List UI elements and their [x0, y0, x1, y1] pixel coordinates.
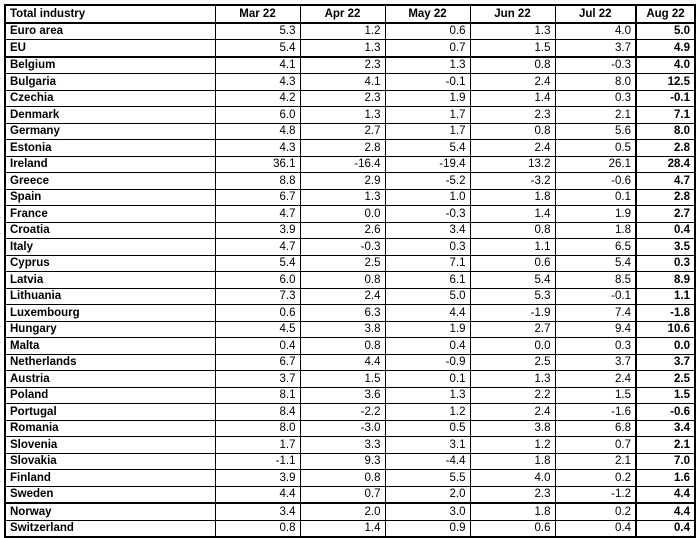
table-cell: 4.7 [215, 206, 300, 223]
table-cell: 3.4 [636, 420, 695, 437]
table-cell: 5.5 [385, 470, 470, 487]
table-cell: 2.8 [300, 140, 385, 157]
table-row [5, 453, 695, 470]
table-cell: 7.3 [215, 288, 300, 305]
table-row [5, 156, 695, 173]
table-cell: -0.9 [385, 354, 470, 371]
table-cell: 3.4 [215, 503, 300, 520]
table-cell: 2.9 [300, 173, 385, 190]
table-cell: 5.0 [636, 23, 695, 40]
row-country-name: Norway [5, 503, 215, 520]
table-cell: 1.8 [470, 189, 555, 206]
table-cell: 3.5 [636, 239, 695, 256]
table-cell: 1.5 [555, 387, 636, 404]
row-country-name: Germany [5, 123, 215, 140]
table-row [5, 272, 695, 289]
table-cell: 2.7 [636, 206, 695, 223]
table-cell: 2.4 [470, 74, 555, 91]
column-header-aug-22: Aug 22 [636, 5, 695, 23]
table-cell: 36.1 [215, 156, 300, 173]
table-cell: -0.3 [385, 206, 470, 223]
table-cell: 3.8 [470, 420, 555, 437]
table-cell: 0.7 [555, 437, 636, 454]
table-cell: 2.1 [555, 453, 636, 470]
table-row [5, 173, 695, 190]
table-cell: 4.8 [215, 123, 300, 140]
table-cell: 0.4 [636, 520, 695, 537]
table-cell: 2.2 [470, 387, 555, 404]
table-cell: 2.4 [470, 140, 555, 157]
table-cell: 7.4 [555, 305, 636, 322]
row-country-name: Denmark [5, 107, 215, 124]
row-country-name: Austria [5, 371, 215, 388]
row-country-name: Belgium [5, 57, 215, 74]
table-cell: -0.6 [636, 404, 695, 421]
table-cell: 0.0 [300, 206, 385, 223]
table-row [5, 305, 695, 322]
table-cell: -0.1 [555, 288, 636, 305]
table-cell: 0.8 [215, 520, 300, 537]
table-cell: 2.3 [300, 90, 385, 107]
table-cell: 2.1 [636, 437, 695, 454]
table-cell: 6.1 [385, 272, 470, 289]
table-cell: 6.7 [215, 354, 300, 371]
table-cell: 4.3 [215, 74, 300, 91]
table-cell: 2.7 [300, 123, 385, 140]
table-cell: 0.8 [470, 222, 555, 239]
row-country-name: Ireland [5, 156, 215, 173]
table-row [5, 288, 695, 305]
column-header-mar-22: Mar 22 [215, 5, 300, 23]
table-row [5, 387, 695, 404]
table-cell: 3.6 [300, 387, 385, 404]
table-cell: 1.9 [555, 206, 636, 223]
table-row [5, 520, 695, 537]
table-row [5, 123, 695, 140]
row-country-name: Italy [5, 239, 215, 256]
table-row [5, 486, 695, 503]
table-cell: 0.3 [555, 338, 636, 355]
table-cell: 8.4 [215, 404, 300, 421]
table-cell: -1.9 [470, 305, 555, 322]
table-cell: 2.5 [470, 354, 555, 371]
table-cell: 1.3 [300, 107, 385, 124]
table-cell: 0.8 [300, 470, 385, 487]
table-cell: -0.3 [300, 239, 385, 256]
table-cell: 1.4 [470, 90, 555, 107]
table-cell: 0.8 [470, 57, 555, 74]
table-cell: 5.6 [555, 123, 636, 140]
table-cell: 3.7 [215, 371, 300, 388]
table-cell: 1.0 [385, 189, 470, 206]
table-cell: 0.8 [300, 272, 385, 289]
table-cell: -0.1 [385, 74, 470, 91]
table-cell: 0.6 [215, 305, 300, 322]
table-cell: 4.5 [215, 321, 300, 338]
table-cell: 3.7 [636, 354, 695, 371]
table-cell: 1.7 [215, 437, 300, 454]
table-cell: -3.2 [470, 173, 555, 190]
table-cell: 8.0 [636, 123, 695, 140]
table-cell: 1.3 [470, 23, 555, 40]
table-cell: 1.9 [385, 90, 470, 107]
table-cell: 2.4 [470, 404, 555, 421]
table-cell: 5.0 [385, 288, 470, 305]
table-cell: 8.0 [555, 74, 636, 91]
table-cell: 2.1 [555, 107, 636, 124]
row-country-name: Euro area [5, 23, 215, 40]
table-cell: 5.4 [470, 272, 555, 289]
table-cell: 0.7 [300, 486, 385, 503]
table-cell: 0.4 [636, 222, 695, 239]
table-cell: 6.7 [215, 189, 300, 206]
table-cell: 8.9 [636, 272, 695, 289]
table-cell: 2.4 [300, 288, 385, 305]
table-cell: 0.0 [470, 338, 555, 355]
table-cell: 0.6 [385, 23, 470, 40]
table-cell: 4.2 [215, 90, 300, 107]
table-row [5, 107, 695, 124]
table-cell: 3.7 [555, 40, 636, 57]
row-country-name: France [5, 206, 215, 223]
table-cell: 2.3 [470, 486, 555, 503]
table-cell: 0.1 [555, 189, 636, 206]
table-cell: 1.8 [555, 222, 636, 239]
table-cell: 2.3 [470, 107, 555, 124]
row-country-name: Netherlands [5, 354, 215, 371]
table-cell: 5.4 [215, 40, 300, 57]
table-cell: 4.0 [636, 57, 695, 74]
table-cell: 12.5 [636, 74, 695, 91]
table-cell: 9.3 [300, 453, 385, 470]
table-cell: -4.4 [385, 453, 470, 470]
table-cell: 1.5 [300, 371, 385, 388]
row-country-name: Lithuania [5, 288, 215, 305]
table-cell: 1.7 [385, 107, 470, 124]
table-row [5, 57, 695, 74]
industry-table [4, 4, 696, 538]
table-cell: -3.0 [300, 420, 385, 437]
table-row [5, 354, 695, 371]
row-country-name: Estonia [5, 140, 215, 157]
table-row [5, 74, 695, 91]
table-cell: 1.3 [300, 189, 385, 206]
column-header-apr-22: Apr 22 [300, 5, 385, 23]
table-cell: 3.7 [555, 354, 636, 371]
table-row [5, 189, 695, 206]
table-cell: 2.8 [636, 140, 695, 157]
table-row [5, 404, 695, 421]
table-cell: 0.5 [555, 140, 636, 157]
column-header-total-industry: Total industry [5, 5, 215, 23]
table-cell: 3.8 [300, 321, 385, 338]
row-country-name: Latvia [5, 272, 215, 289]
table-row [5, 23, 695, 40]
table-row [5, 321, 695, 338]
table-cell: 6.0 [215, 107, 300, 124]
table-cell: 1.9 [385, 321, 470, 338]
table-cell: 8.0 [215, 420, 300, 437]
table-cell: 5.4 [555, 255, 636, 272]
row-country-name: Spain [5, 189, 215, 206]
table-cell: 4.0 [470, 470, 555, 487]
table-cell: 3.0 [385, 503, 470, 520]
column-header-jun-22: Jun 22 [470, 5, 555, 23]
table-row [5, 420, 695, 437]
table-cell: 0.8 [470, 123, 555, 140]
table-cell: 0.4 [215, 338, 300, 355]
table-row [5, 437, 695, 454]
table-cell: 0.3 [636, 255, 695, 272]
table-cell: 5.3 [215, 23, 300, 40]
row-country-name: Switzerland [5, 520, 215, 537]
table-cell: 7.1 [636, 107, 695, 124]
table-cell: 6.5 [555, 239, 636, 256]
table-cell: 1.8 [470, 503, 555, 520]
table-cell: 1.1 [636, 288, 695, 305]
row-country-name: Slovenia [5, 437, 215, 454]
table-cell: 0.7 [385, 40, 470, 57]
table-cell: -1.8 [636, 305, 695, 322]
table-cell: 1.6 [636, 470, 695, 487]
table-cell: 0.3 [555, 90, 636, 107]
table-cell: 1.1 [470, 239, 555, 256]
table-cell: -1.1 [215, 453, 300, 470]
table-cell: 4.4 [636, 503, 695, 520]
table-cell: 1.2 [470, 437, 555, 454]
table-cell: 7.1 [385, 255, 470, 272]
table-cell: 5.3 [470, 288, 555, 305]
row-country-name: Romania [5, 420, 215, 437]
table-cell: 1.3 [385, 387, 470, 404]
row-country-name: Malta [5, 338, 215, 355]
table-cell: 0.1 [385, 371, 470, 388]
table-cell: 1.5 [470, 40, 555, 57]
table-cell: 6.3 [300, 305, 385, 322]
table-cell: 6.8 [555, 420, 636, 437]
row-country-name: Luxembourg [5, 305, 215, 322]
table-cell: 4.7 [636, 173, 695, 190]
table-cell: 1.8 [470, 453, 555, 470]
table-cell: -19.4 [385, 156, 470, 173]
table-cell: 0.9 [385, 520, 470, 537]
table-cell: 2.5 [636, 371, 695, 388]
table-cell: 2.8 [636, 189, 695, 206]
table-cell: 2.3 [300, 57, 385, 74]
column-header-may-22: May 22 [385, 5, 470, 23]
table-cell: 1.3 [385, 57, 470, 74]
table-cell: 13.2 [470, 156, 555, 173]
table-cell: 7.0 [636, 453, 695, 470]
table-cell: 0.4 [385, 338, 470, 355]
row-country-name: Slovakia [5, 453, 215, 470]
table-cell: 6.0 [215, 272, 300, 289]
table-cell: 4.4 [300, 354, 385, 371]
table-cell: 0.2 [555, 503, 636, 520]
table-cell: 4.9 [636, 40, 695, 57]
table-cell: 4.3 [215, 140, 300, 157]
table-row [5, 470, 695, 487]
table-cell: 28.4 [636, 156, 695, 173]
table-cell: 0.0 [636, 338, 695, 355]
row-country-name: Poland [5, 387, 215, 404]
row-country-name: Cyprus [5, 255, 215, 272]
table-cell: 0.5 [385, 420, 470, 437]
table-cell: 1.2 [300, 23, 385, 40]
row-country-name: Finland [5, 470, 215, 487]
table-cell: 1.7 [385, 123, 470, 140]
table-cell: -16.4 [300, 156, 385, 173]
table-row [5, 40, 695, 57]
table-cell: 8.8 [215, 173, 300, 190]
row-country-name: EU [5, 40, 215, 57]
table-row [5, 239, 695, 256]
table-cell: 2.7 [470, 321, 555, 338]
table-body [5, 23, 695, 538]
table-cell: 0.3 [385, 239, 470, 256]
table-cell: 4.7 [215, 239, 300, 256]
table-cell: -0.1 [636, 90, 695, 107]
table-cell: 0.4 [555, 520, 636, 537]
table-cell: -1.2 [555, 486, 636, 503]
table-row [5, 338, 695, 355]
table-cell: 2.6 [300, 222, 385, 239]
table-cell: -0.3 [555, 57, 636, 74]
table-cell: 3.4 [385, 222, 470, 239]
table-cell: 1.5 [636, 387, 695, 404]
table-cell: 9.4 [555, 321, 636, 338]
table-cell: 0.2 [555, 470, 636, 487]
table-cell: 8.1 [215, 387, 300, 404]
table-cell: 2.0 [385, 486, 470, 503]
table-cell: 1.3 [470, 371, 555, 388]
table-cell: 0.6 [470, 520, 555, 537]
table-row [5, 90, 695, 107]
row-country-name: Greece [5, 173, 215, 190]
table-container [4, 4, 696, 538]
row-country-name: Hungary [5, 321, 215, 338]
table-row [5, 503, 695, 520]
table-cell: 3.9 [215, 470, 300, 487]
table-cell: 5.4 [215, 255, 300, 272]
header-row [5, 5, 695, 23]
table-cell: 1.4 [300, 520, 385, 537]
table-row [5, 140, 695, 157]
table-cell: 3.3 [300, 437, 385, 454]
table-cell: 5.4 [385, 140, 470, 157]
row-country-name: Czechia [5, 90, 215, 107]
row-country-name: Bulgaria [5, 74, 215, 91]
table-row [5, 222, 695, 239]
table-cell: -0.6 [555, 173, 636, 190]
table-cell: 8.5 [555, 272, 636, 289]
table-cell: 3.9 [215, 222, 300, 239]
table-cell: 2.4 [555, 371, 636, 388]
row-country-name: Croatia [5, 222, 215, 239]
table-cell: 0.8 [300, 338, 385, 355]
table-cell: 2.0 [300, 503, 385, 520]
row-country-name: Sweden [5, 486, 215, 503]
table-row [5, 371, 695, 388]
table-cell: 26.1 [555, 156, 636, 173]
table-cell: 4.4 [215, 486, 300, 503]
table-cell: 10.6 [636, 321, 695, 338]
table-cell: 2.5 [300, 255, 385, 272]
table-cell: 4.4 [636, 486, 695, 503]
table-cell: -2.2 [300, 404, 385, 421]
table-row [5, 206, 695, 223]
table-cell: 4.4 [385, 305, 470, 322]
table-cell: -1.6 [555, 404, 636, 421]
table-cell: 3.1 [385, 437, 470, 454]
table-cell: 4.1 [300, 74, 385, 91]
table-cell: 1.2 [385, 404, 470, 421]
row-country-name: Portugal [5, 404, 215, 421]
table-cell: 1.3 [300, 40, 385, 57]
table-row [5, 255, 695, 272]
table-cell: -5.2 [385, 173, 470, 190]
table-cell: 1.4 [470, 206, 555, 223]
table-cell: 4.1 [215, 57, 300, 74]
table-cell: 4.0 [555, 23, 636, 40]
column-header-jul-22: Jul 22 [555, 5, 636, 23]
table-cell: 0.6 [470, 255, 555, 272]
